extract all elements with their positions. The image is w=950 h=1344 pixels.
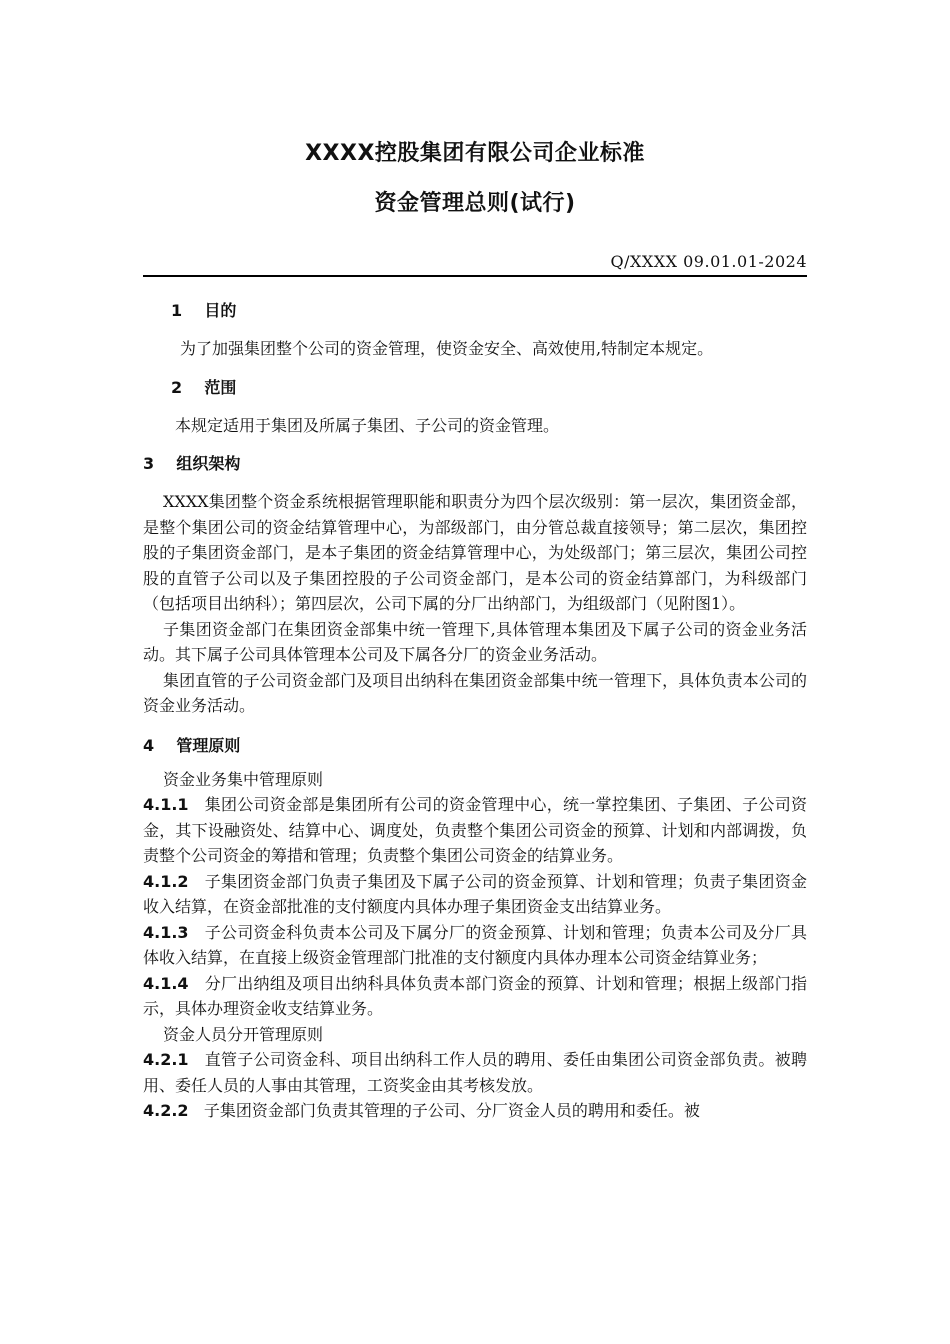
- clause-4-1-1-number: 4.1.1: [143, 795, 189, 814]
- section-3-paragraph-3: 集团直管的子公司资金部门及项目出纳科在集团资金部集中统一管理下，具体负责本公司的资金业务活动。: [143, 670, 807, 715]
- clause-4-1-2-text: 子集团资金部门负责子集团及下属子公司的资金预算、计划和管理；负责子集团资金收入结算，在资金部批准的支付额度内具体办理子集团资金支出结算业务。: [143, 871, 807, 916]
- clause-4-1-4-text: 分厂出纳组及项目出纳科具体负责本部门资金的预算、计划和管理；根据上级部门指示，具体办理资金收支结算业务。: [143, 973, 807, 1018]
- clause-4-1-3-number: 4.1.3: [143, 922, 189, 942]
- clause-4-1-3: [143, 920, 807, 971]
- clause-4-2-2-number: 4.2.2: [143, 1101, 189, 1120]
- standard-code: Q/XXXX 09.01.01-2024: [610, 252, 807, 271]
- clause-4-1-2-number: 4.1.2: [143, 871, 189, 891]
- section-4-title: 管理原则: [176, 735, 241, 755]
- clause-4-2-2-text: 子集团资金部门负责其管理的子公司、分厂资金人员的聘用和委任。被: [203, 1101, 700, 1120]
- section-2-heading: [143, 375, 807, 401]
- clause-4-1-4: [143, 971, 807, 1022]
- header-divider: [143, 275, 807, 277]
- section-3-paragraph-1: XXXX集团整个资金系统根据管理职能和职责分为四个层次级别：第一层次，集团资金部，是整个集团公司的资金结算管理中心，为部级部门，由分管总裁直接领导；第二层次，集团控股的子集团资金部门，是本子集团的资金结算管理中心，为处级部门；第三层次，集团公司控股的直管子公司以及子集团控股的子公司资金部门，是本公司的资金结算部门，为科级部门（包括项目出纳科）；第四层次，公司下属的分厂出纳部门，为组级部门（见附图1）。: [143, 492, 807, 613]
- section-4-heading: [143, 733, 807, 759]
- section-1-heading: [143, 298, 807, 324]
- clause-4-2-1-text: 直管子公司资金科、项目出纳科工作人员的聘用、委任由集团公司资金部负责。被聘用、委任人员的人事由其管理，工资奖金由其考核发放。: [143, 1050, 807, 1095]
- clause-4-1-2: [143, 869, 807, 920]
- section-3-number: 3: [143, 454, 155, 473]
- clause-4-1-4-number: 4.1.4: [143, 973, 189, 993]
- clause-4-1-1-text: 集团公司资金部是集团所有公司的资金管理中心，统一掌控集团、子集团、子公司资金，其下设融资处、结算中心、调度处，负责整个集团公司资金的预算、计划和内部调拨，负责整个公司资金的筹措和管理；负责整个集团公司资金的结算业务。: [143, 795, 807, 865]
- section-3-title: 组织架构: [176, 454, 241, 473]
- clause-4-2-1-number: 4.2.1: [143, 1050, 189, 1069]
- section-1-number: 1: [171, 301, 183, 320]
- section-2-title: 范围: [204, 377, 237, 397]
- clause-4-1-1: [143, 792, 807, 869]
- document-body: [143, 298, 807, 1124]
- clause-4-2-2: [143, 1098, 807, 1124]
- document-title: XXXX控股集团有限公司企业标准: [305, 141, 645, 166]
- section-1-paragraph: 为了加强集团整个公司的资金管理，使资金安全、高效使用,特制定本规定。: [180, 339, 714, 358]
- clause-4-2-1: [143, 1047, 807, 1098]
- section-2-paragraph: 本规定适用于集团及所属子集团、子公司的资金管理。: [175, 415, 560, 435]
- section-4-number: 4: [143, 735, 155, 755]
- section-2-number: 2: [171, 377, 183, 397]
- section-3-paragraph-2: 子集团资金部门在集团资金部集中统一管理下,具体管理本集团及下属子公司的资金业务活动。其下属子公司具体管理本公司及下属各分厂的资金业务活动。: [143, 619, 807, 664]
- document-subtitle: 资金管理总则(试行): [374, 191, 576, 216]
- subsection-4-2-title: 资金人员分开管理原则: [163, 1024, 324, 1044]
- subsection-4-1-title: 资金业务集中管理原则: [163, 769, 324, 789]
- section-3-heading: [143, 451, 807, 477]
- clause-4-1-3-text: 子公司资金科负责本公司及下属分厂的资金预算、计划和管理；负责本公司及分厂具体收入结算，在直接上级资金管理部门批准的支付额度内具体办理本公司资金结算业务；: [143, 922, 807, 967]
- section-1-title: 目的: [204, 301, 237, 320]
